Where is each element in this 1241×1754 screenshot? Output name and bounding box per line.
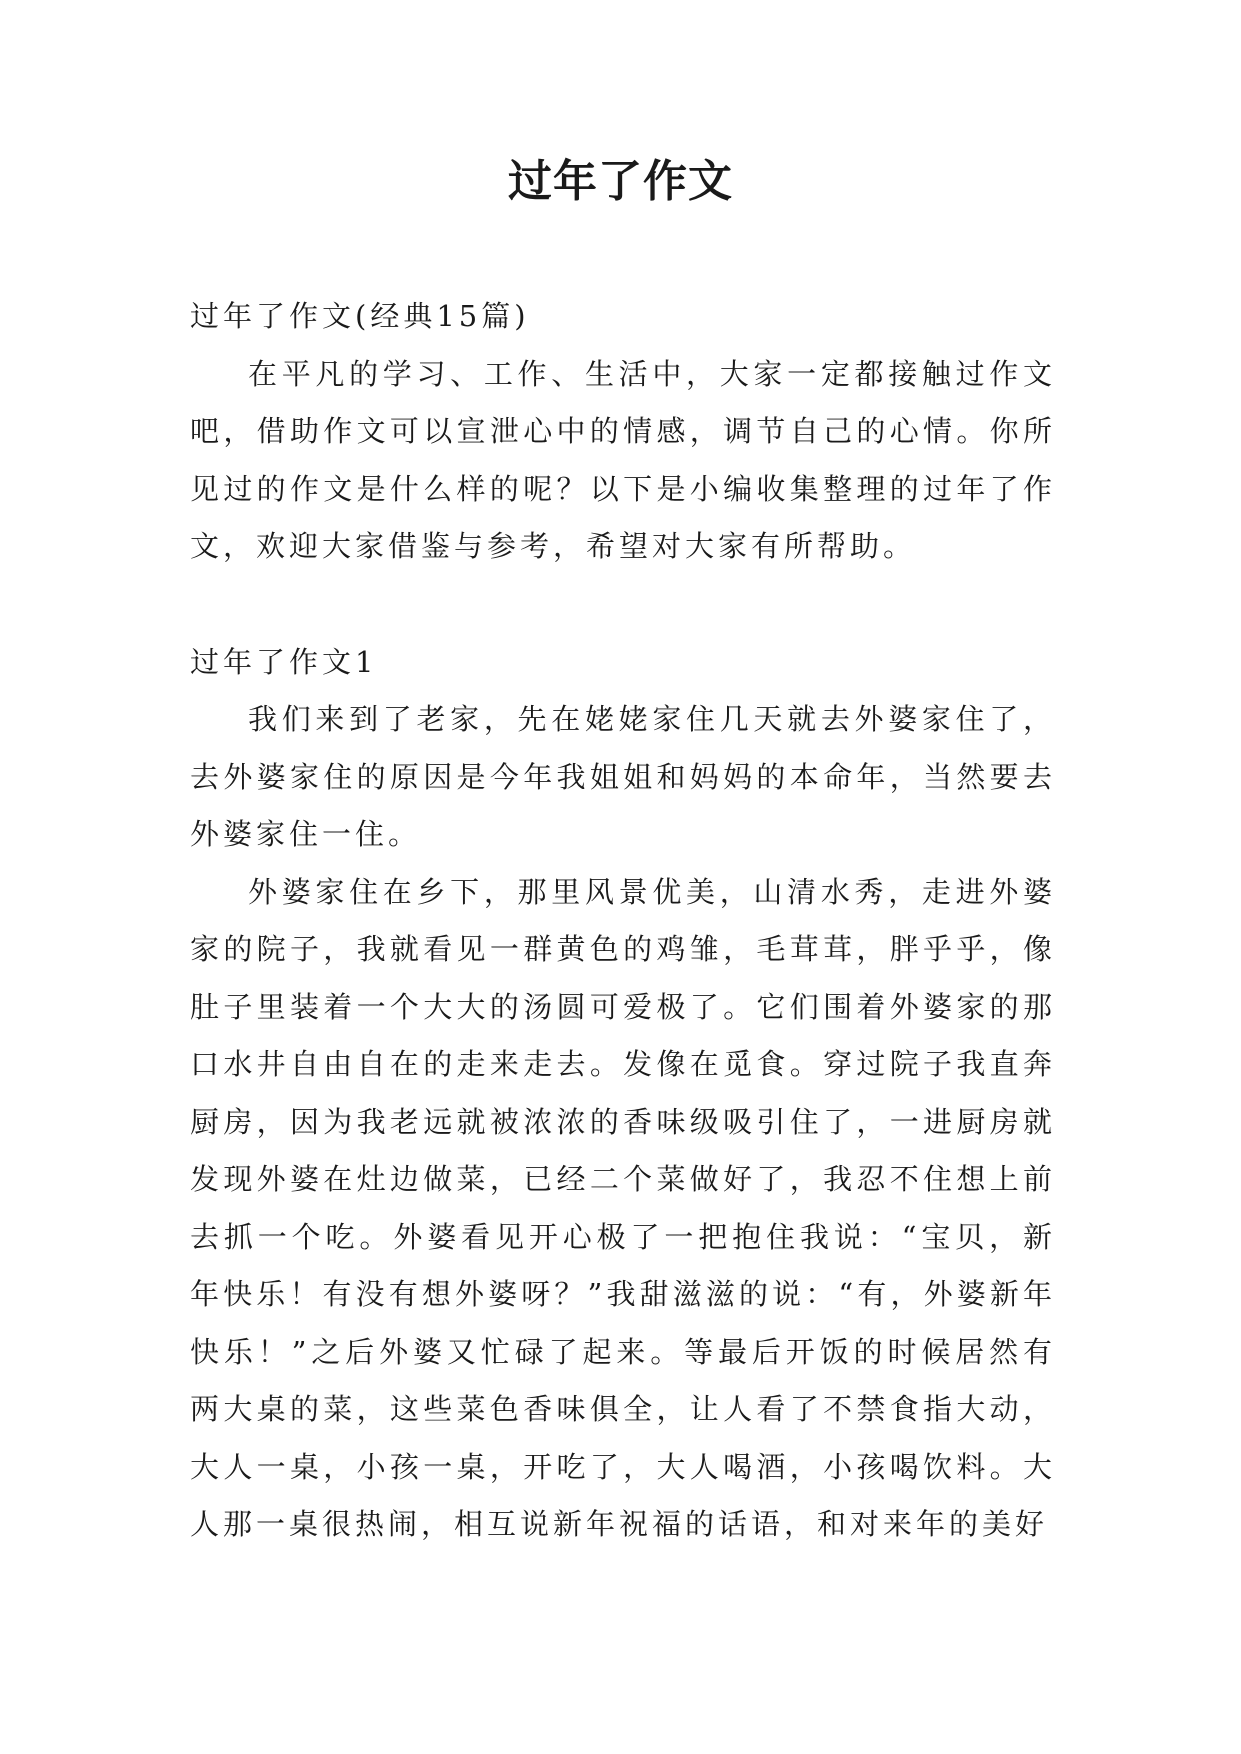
document-body bbox=[190, 288, 1056, 1554]
section-paragraph: 我们来到了老家，先在姥姥家住几天就去外婆家住了，去外婆家住的原因是今年我姐姐和妈妈的本命年，当然要去外婆家住一住。 bbox=[190, 702, 1056, 851]
collection-subtitle: 过年了作文(经典15篇) bbox=[190, 299, 530, 333]
document-title: 过年了作文 bbox=[508, 156, 733, 207]
section-paragraph: 外婆家住在乡下，那里风景优美，山清水秀，走进外婆家的院子，我就看见一群黄色的鸡雏，毛茸茸，胖乎乎，像肚子里装着一个大大的汤圆可爱极了。它们围着外婆家的那口水井自由自在的走来走去。发像在觅食。穿过院子我直奔厨房，因为我老远就被浓浓的香味级吸引住了，一进厨房就发现外婆在灶边做菜，已经二个菜做好了，我忍不住想上前去抓一个吃。外婆看见开心极了一把抱住我说：“宝贝，新年快乐！有没有想外婆呀？”我甜滋滋的说：“有，外婆新年快乐！”之后外婆又忙碌了起来。等最后开饭的时候居然有两大桌的菜，这些菜色香味俱全，让人看了不禁食指大动，大人一桌，小孩一桌，开吃了，大人喝酒，小孩喝饮料。大人那一桌很热闹，相互说新年祝福的话语，和对来年的美好 bbox=[190, 874, 1056, 1541]
intro-paragraph: 在平凡的学习、工作、生活中，大家一定都接触过作文吧，借助作文可以宣泄心中的情感，调节自己的心情。你所见过的作文是什么样的呢？以下是小编收集整理的过年了作文，欢迎大家借鉴与参考，希望对大家有所帮助。 bbox=[190, 356, 1056, 563]
section-spacer bbox=[190, 576, 1056, 634]
section-heading: 过年了作文1 bbox=[190, 644, 378, 679]
